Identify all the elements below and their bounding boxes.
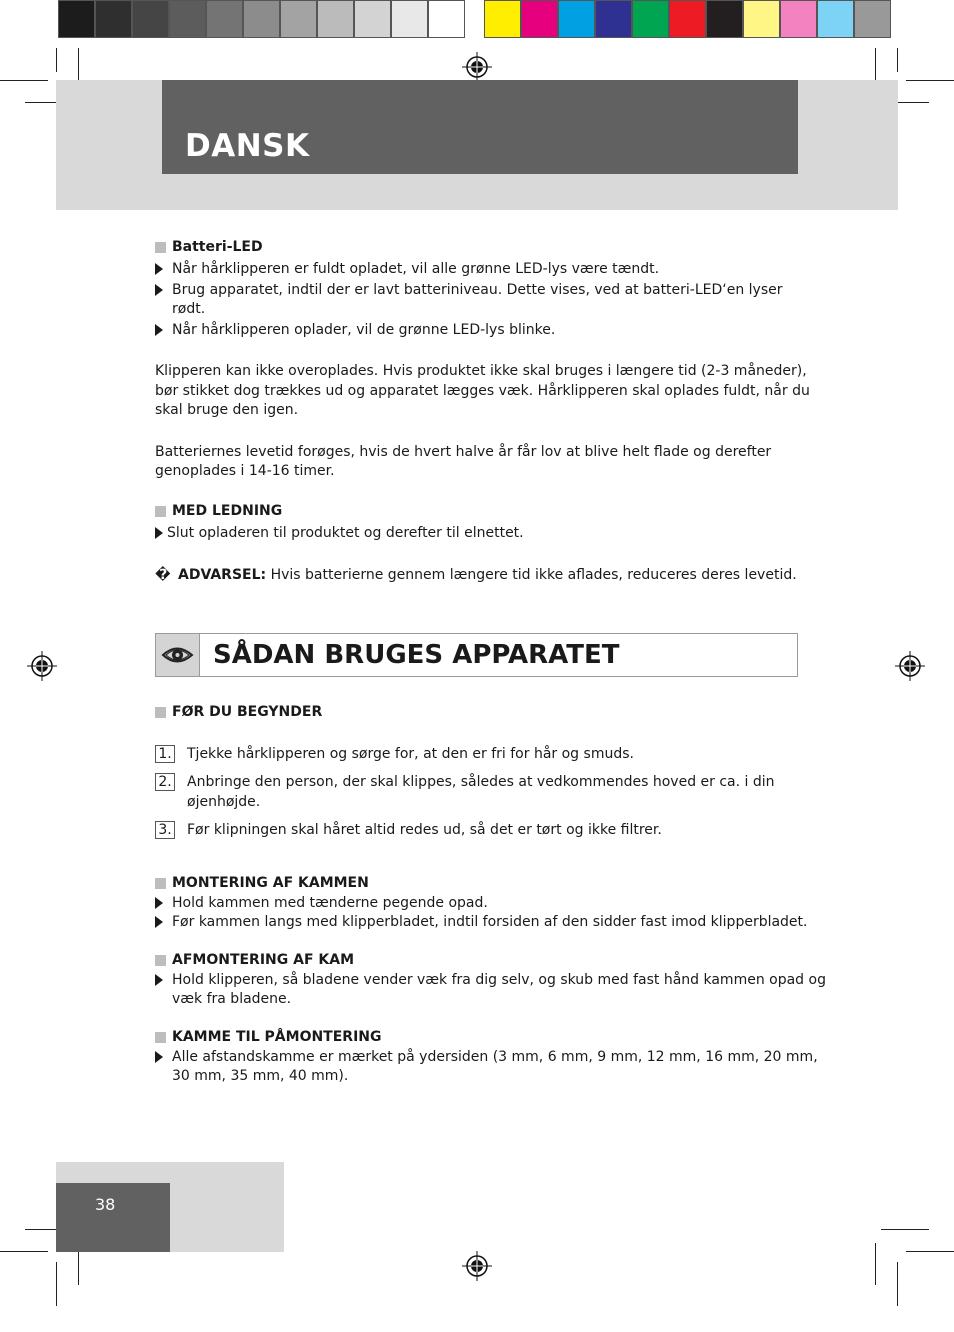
corded-heading: MED LEDNING: [172, 503, 283, 519]
crop-mark: [56, 1262, 57, 1306]
bullet-arrow-icon: [155, 527, 163, 539]
color-swatch: [780, 0, 817, 38]
page-number: 38: [95, 1195, 116, 1214]
step-text-continuation: øjenhøjde.: [187, 794, 261, 810]
section-marker: [155, 1032, 166, 1043]
step-number: 2.: [155, 773, 175, 791]
color-swatch: [595, 0, 632, 38]
bullet-arrow-icon: [155, 284, 163, 296]
warning-body: Hvis batterierne gennem længere tid ikke aflades, reduceres deres levetid.: [270, 567, 797, 583]
gray-swatch-bar: [58, 0, 465, 38]
paragraph-line: genoplades i 14-16 timer.: [155, 463, 335, 479]
mount-heading: MONTERING AF KAMMEN: [172, 875, 369, 891]
battery-bullet-continuation: rødt.: [172, 301, 206, 317]
warning-label: ADVARSEL:: [178, 567, 267, 583]
step-number: 1.: [155, 745, 175, 763]
crop-mark: [0, 1251, 48, 1252]
bullet-arrow-icon: [155, 1051, 163, 1063]
crop-mark: [897, 1262, 898, 1306]
unmount-bullet-continuation: væk fra bladene.: [172, 991, 292, 1007]
warning-icon: �: [155, 567, 171, 583]
crop-mark: [881, 1229, 929, 1230]
corded-bullet: Slut opladeren til produktet og derefter til elnettet.: [167, 525, 524, 541]
battery-bullet: Brug apparatet, indtil der er lavt batteriniveau. Dette vises, ved at batteri-LED‘en lyser: [172, 282, 783, 298]
gray-swatch: [206, 0, 243, 38]
paragraph-line: skal bruge den igen.: [155, 402, 299, 418]
paragraph-line: Batteriernes levetid forøges, hvis de hvert halve år får lov at blive helt flade og derefter: [155, 444, 772, 460]
crop-mark: [906, 1251, 954, 1252]
gray-swatch: [169, 0, 206, 38]
mount-bullet: Hold kammen med tænderne pegende opad.: [172, 895, 488, 911]
color-swatch: [669, 0, 706, 38]
before-heading: FØR DU BEGYNDER: [172, 704, 323, 720]
step-text: Før klipningen skal håret altid redes ud, så det er tørt og ikke filtrer.: [187, 822, 662, 838]
combs-bullet: Alle afstandskamme er mærket på ydersiden (3 mm, 6 mm, 9 mm, 12 mm, 16 mm, 20 mm,: [172, 1049, 818, 1065]
step-number: 3.: [155, 821, 175, 839]
battery-heading: Batteri-LED: [172, 239, 263, 255]
unmount-bullet: Hold klipperen, så bladene vender væk fra dig selv, og skub med fast hånd kammen opad og: [172, 972, 826, 988]
bullet-arrow-icon: [155, 263, 163, 275]
color-swatch: [484, 0, 521, 38]
step-text: Anbringe den person, der skal klippes, således at vedkommendes hoved er ca. i din: [187, 774, 775, 790]
page-number-box: [56, 1183, 170, 1252]
step-text: Tjekke hårklipperen og sørge for, at den er fri for hår og smuds.: [187, 746, 634, 762]
combs-heading: KAMME TIL PÅMONTERING: [172, 1029, 382, 1045]
color-swatch: [817, 0, 854, 38]
section-marker: [155, 707, 166, 718]
section-icon-box: [155, 633, 200, 677]
color-swatch: [706, 0, 743, 38]
warning-text: [178, 566, 797, 585]
color-swatch: [521, 0, 558, 38]
crop-mark: [906, 80, 954, 81]
gray-swatch: [428, 0, 465, 38]
color-swatch: [632, 0, 669, 38]
battery-bullet: Når hårklipperen oplader, vil de grønne LED-lys blinke.: [172, 322, 556, 338]
page-title: DANSK: [185, 128, 310, 164]
battery-bullet: Når hårklipperen er fuldt opladet, vil alle grønne LED-lys være tændt.: [172, 261, 660, 277]
section-marker: [155, 878, 166, 889]
crop-mark: [56, 48, 57, 72]
crop-mark: [0, 80, 48, 81]
crop-mark: [875, 1243, 876, 1285]
registration-mark-icon: [27, 651, 57, 681]
gray-swatch: [354, 0, 391, 38]
gray-swatch: [132, 0, 169, 38]
registration-mark-icon: [895, 651, 925, 681]
color-swatch: [558, 0, 595, 38]
bullet-arrow-icon: [155, 974, 163, 986]
registration-mark-icon: [462, 1251, 492, 1281]
bullet-arrow-icon: [155, 916, 163, 928]
color-swatch-bar: [484, 0, 891, 38]
color-swatch: [854, 0, 891, 38]
gray-swatch: [243, 0, 280, 38]
section-title: SÅDAN BRUGES APPARATET: [213, 640, 620, 670]
crop-mark: [897, 48, 898, 72]
section-marker: [155, 506, 166, 517]
bullet-arrow-icon: [155, 897, 163, 909]
gray-swatch: [317, 0, 354, 38]
section-marker: [155, 242, 166, 253]
gray-swatch: [58, 0, 95, 38]
gray-swatch: [95, 0, 132, 38]
gray-swatch: [280, 0, 317, 38]
bullet-arrow-icon: [155, 324, 163, 336]
paragraph-line: bør stikket dog trækkes ud og apparatet lægges væk. Hårklipperen skal oplades fuldt, når du: [155, 383, 810, 399]
eye-icon: [156, 634, 199, 676]
mount-bullet: Før kammen langs med klipperbladet, indtil forsiden af den sidder fast imod klipperbladet.: [172, 914, 808, 930]
registration-mark-icon: [462, 52, 492, 82]
combs-bullet-continuation: 30 mm, 35 mm, 40 mm).: [172, 1068, 349, 1084]
gray-swatch: [391, 0, 428, 38]
paragraph-line: Klipperen kan ikke overoplades. Hvis produktet ikke skal bruges i længere tid (2-3 måneder),: [155, 363, 807, 379]
unmount-heading: AFMONTERING AF KAM: [172, 952, 355, 968]
color-swatch: [743, 0, 780, 38]
section-marker: [155, 955, 166, 966]
